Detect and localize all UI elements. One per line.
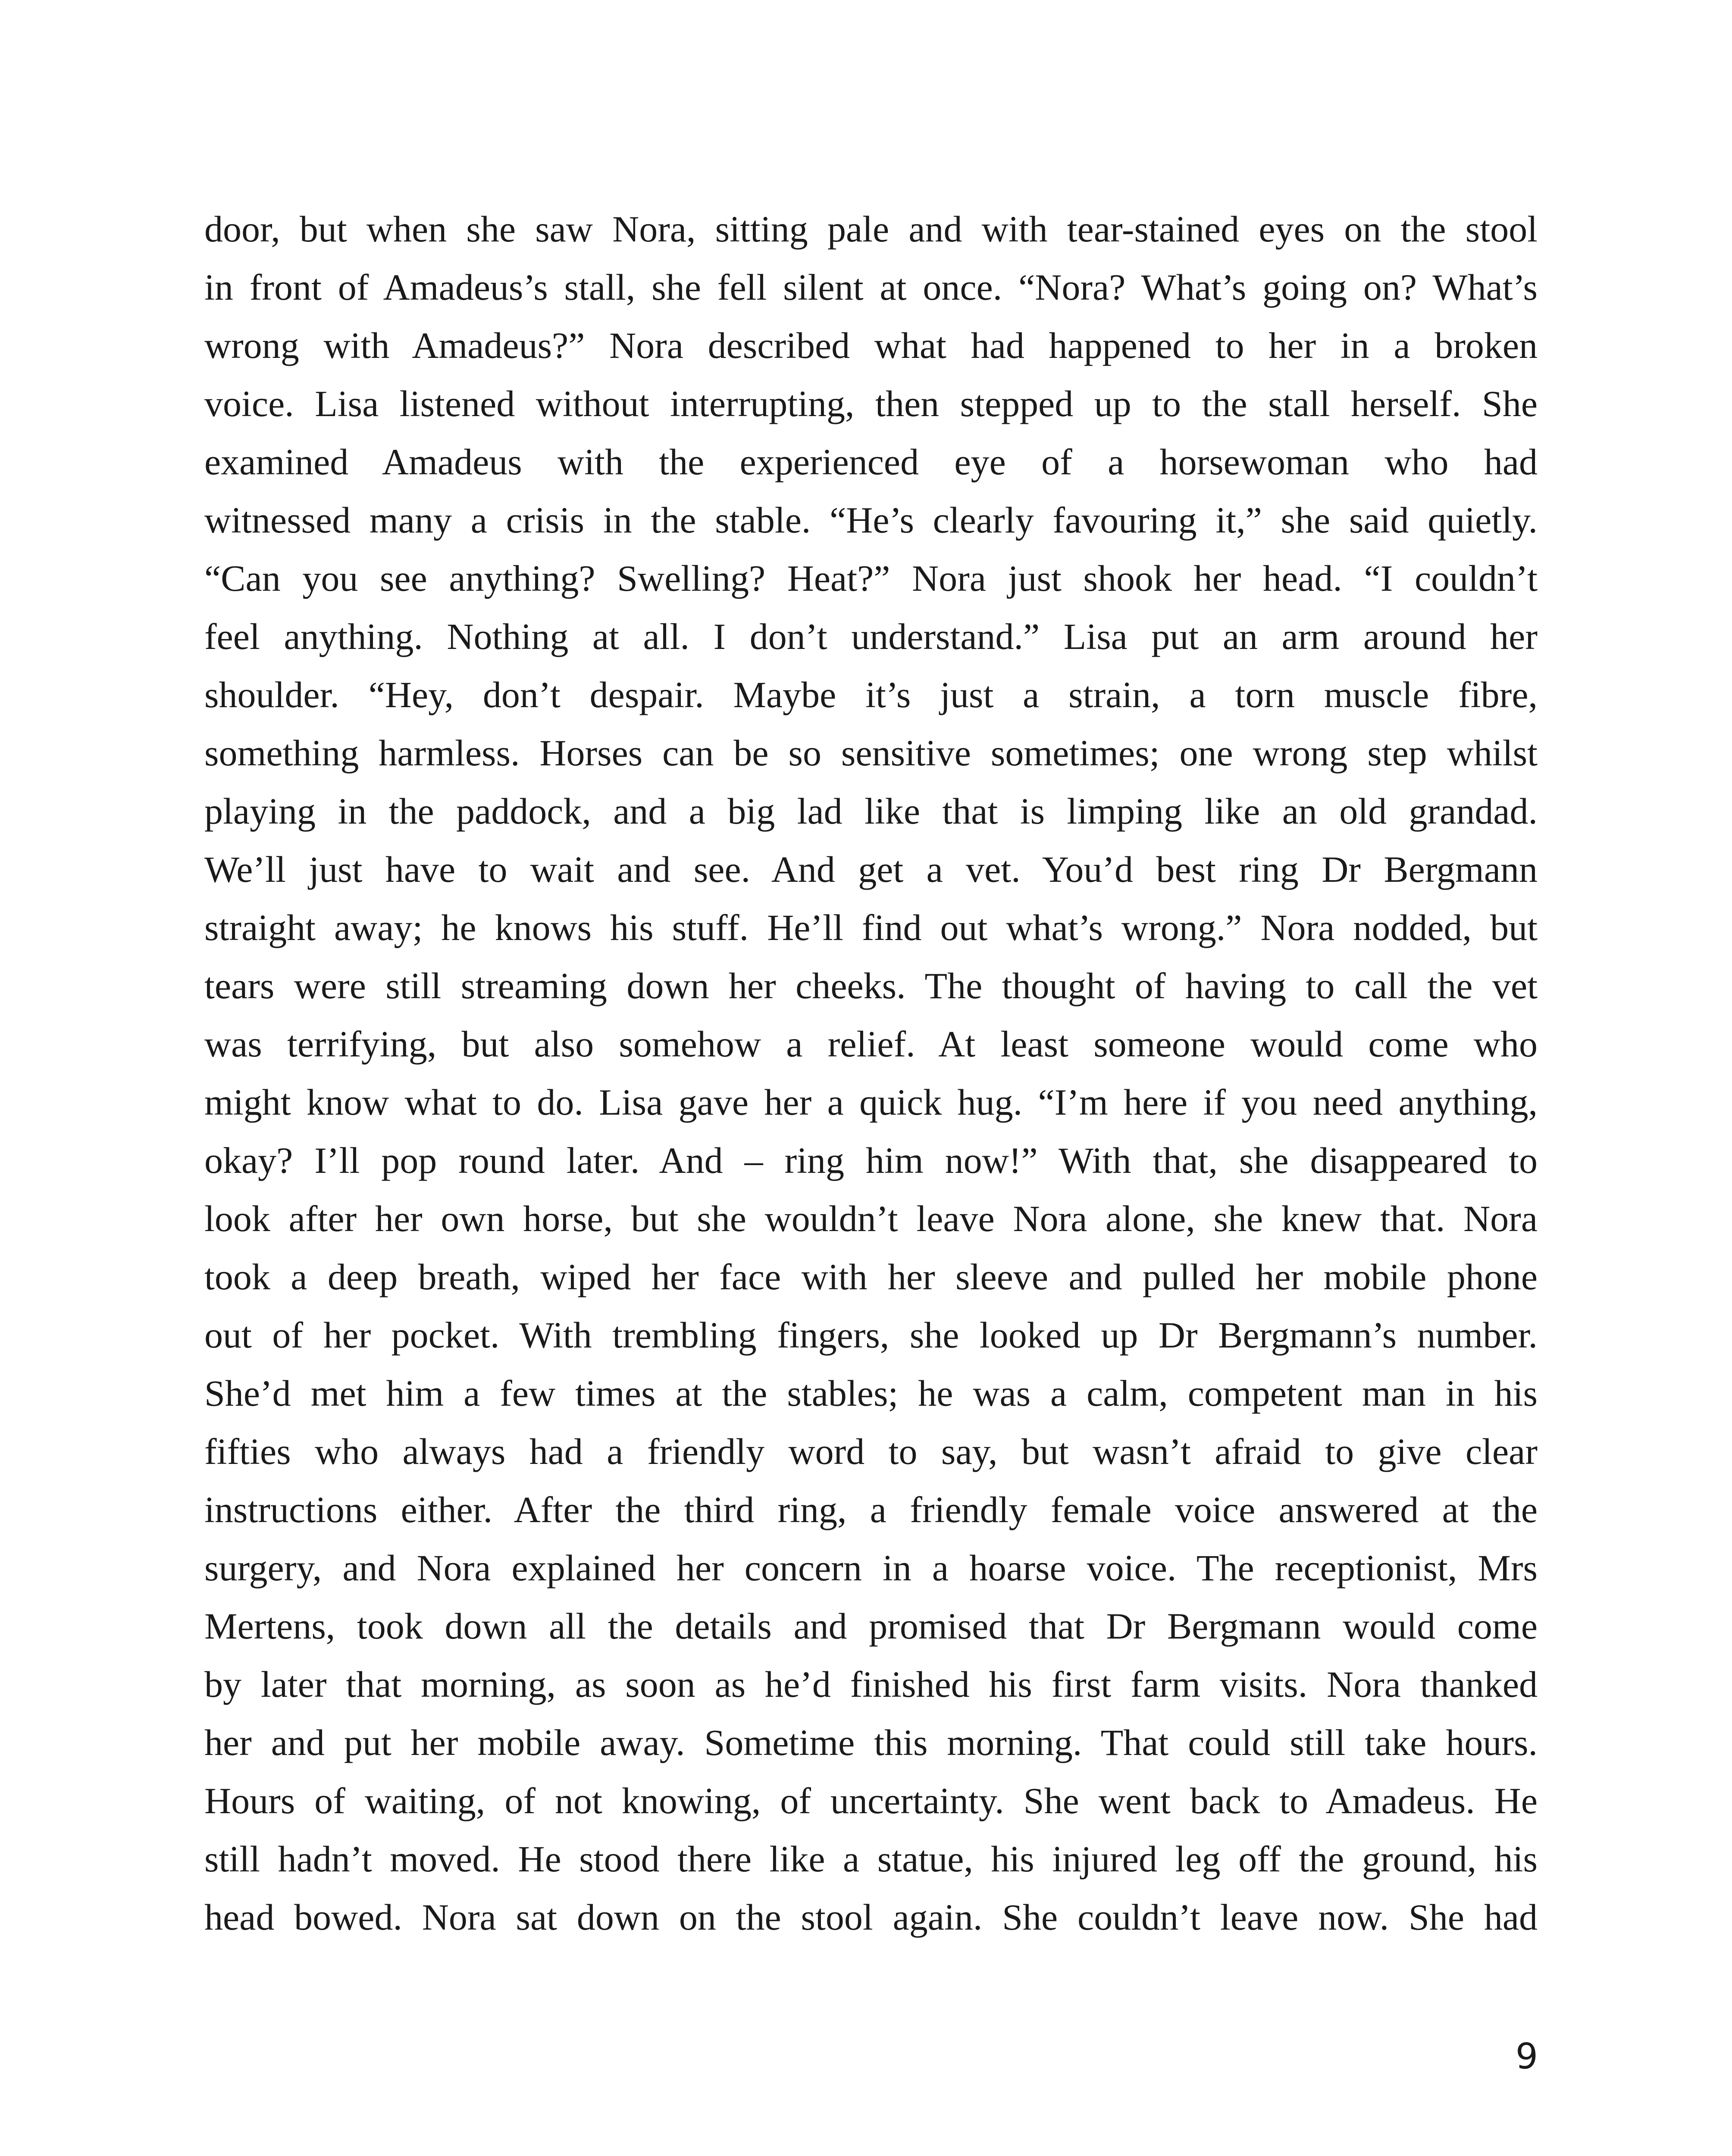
text-line: door, but when she saw Nora, sitting pale and with tear-stained eyes on the stool bbox=[204, 208, 1538, 250]
text-line: her and put her mobile away. Sometime this morning. That could still take hours. bbox=[204, 1722, 1538, 1763]
text-line: witnessed many a crisis in the stable. “He’s clearly favouring it,” she said quietly. bbox=[204, 499, 1538, 541]
page-number: 9 bbox=[1515, 2036, 1538, 2077]
text-line: We’ll just have to wait and see. And get a vet. You’d best ring Dr Bergmann bbox=[204, 849, 1538, 890]
text-line: instructions either. After the third ring, a friendly female voice answered at the bbox=[204, 1489, 1538, 1530]
text-line: Hours of waiting, of not knowing, of uncertainty. She went back to Amadeus. He bbox=[204, 1780, 1538, 1821]
text-line: took a deep breath, wiped her face with her sleeve and pulled her mobile phone bbox=[204, 1256, 1538, 1297]
text-line: She’d met him a few times at the stables; he was a calm, competent man in his bbox=[204, 1373, 1538, 1414]
text-line: surgery, and Nora explained her concern in a hoarse voice. The receptionist, Mrs bbox=[204, 1547, 1538, 1589]
text-line: was terrifying, but also somehow a relief. At least someone would come who bbox=[204, 1023, 1538, 1065]
body-text bbox=[204, 200, 1538, 1946]
text-line: “Can you see anything? Swelling? Heat?” Nora just shook her head. “I couldn’t bbox=[204, 558, 1538, 599]
text-line: fifties who always had a friendly word to say, but wasn’t afraid to give clear bbox=[204, 1431, 1538, 1472]
text-line: playing in the paddock, and a big lad like that is limping like an old grandad. bbox=[204, 790, 1538, 832]
text-line: something harmless. Horses can be so sensitive sometimes; one wrong step whilst bbox=[204, 732, 1538, 774]
text-line: look after her own horse, but she wouldn’t leave Nora alone, she knew that. Nora bbox=[204, 1198, 1538, 1239]
text-line: shoulder. “Hey, don’t despair. Maybe it’s just a strain, a torn muscle fibre, bbox=[204, 674, 1538, 715]
text-line: voice. Lisa listened without interrupting, then stepped up to the stall herself. She bbox=[204, 383, 1538, 424]
text-line: tears were still streaming down her cheeks. The thought of having to call the vet bbox=[204, 965, 1538, 1006]
text-line: out of her pocket. With trembling fingers, she looked up Dr Bergmann’s number. bbox=[204, 1314, 1538, 1356]
text-line: still hadn’t moved. He stood there like a statue, his injured leg off the ground, his bbox=[204, 1838, 1538, 1880]
text-line: examined Amadeus with the experienced eye of a horsewoman who had bbox=[204, 441, 1538, 483]
text-line: straight away; he knows his stuff. He’ll find out what’s wrong.” Nora nodded, but bbox=[204, 907, 1538, 948]
text-line: might know what to do. Lisa gave her a quick hug. “I’m here if you need anything, bbox=[204, 1081, 1538, 1123]
text-line: by later that morning, as soon as he’d finished his first farm visits. Nora thanked bbox=[204, 1664, 1538, 1705]
text-line: feel anything. Nothing at all. I don’t understand.” Lisa put an arm around her bbox=[204, 616, 1538, 657]
text-line: wrong with Amadeus?” Nora described what had happened to her in a broken bbox=[204, 325, 1538, 366]
text-line: in front of Amadeus’s stall, she fell silent at once. “Nora? What’s going on? What’s bbox=[204, 266, 1538, 308]
text-line: okay? I’ll pop round later. And – ring him now!” With that, she disappeared to bbox=[204, 1140, 1538, 1181]
text-line: Mertens, took down all the details and promised that Dr Bergmann would come bbox=[204, 1605, 1538, 1647]
text-line: head bowed. Nora sat down on the stool again. She couldn’t leave now. She had bbox=[204, 1896, 1538, 1938]
